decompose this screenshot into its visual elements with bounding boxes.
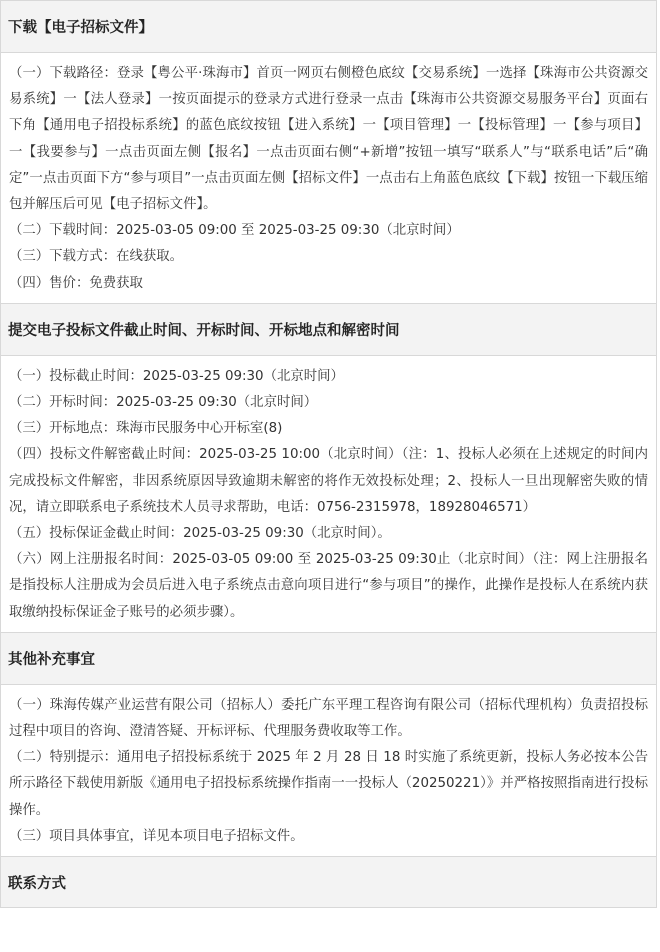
paragraph: （二）特别提示：通用电子招投标系统于 2025 年 2 月 28 日 18 时实施了系统更新，投标人务必按本公告所示路径下载使用新版《通用电子招投标系统操作指南一一投标人（20250221）》并严格按照指南进行投标操作。 [9,750,648,818]
paragraph: （一）珠海传媒产业运营有限公司（招标人）委托广东平理工程咨询有限公司（招标代理机构）负责招投标过程中项目的咨询、澄清答疑、开标评标、代理服务费收取等工作。 [9,697,648,740]
paragraph: （六）网上注册报名时间：2025-03-05 09:00 至 2025-03-25 09:30止（北京时间）（注：网上注册报名是指投标人注册成为会员后进入电子系统点击意向项目进行“参与项目”的操作，此操作是投标人在系统内获取缴纳投标保证金子账号的必须步骤）。 [9,552,648,620]
section-body-other [1,685,656,857]
paragraph: （四）投标文件解密截止时间：2025-03-25 10:00（北京时间）（注：1、投标人必须在上述规定的时间内完成投标文件解密，非因系统原因导致逾期未解密的将作无效投标处理；2、投标人一旦出现解密失败的情况，请立即联系电子系统技术人员寻求帮助，电话：0756-2315978，18928046571） [9,447,648,515]
paragraph: （四）售价：免费获取 [9,275,143,291]
section-title-other: 其他补充事宜 [1,633,656,685]
section-body-deadline [1,356,656,633]
section-title-deadline: 提交电子投标文件截止时间、开标时间、开标地点和解密时间 [1,304,656,356]
paragraph: （三）下载方式：在线获取。 [9,249,184,265]
section-body-download [1,53,656,304]
paragraph: （二）开标时间：2025-03-25 09:30（北京时间） [9,395,318,411]
section-title-download: 下载【电子招标文件】 [1,1,656,53]
paragraph: （一）下载路径：登录【粤公平·珠海市】首页一网页右侧橙色底纹【交易系统】一选择【珠海市公共资源交易系统】一【法人登录】一按页面提示的登录方式进行登录一点击【珠海市公共资源交易服务平台】页面右下角【通用电子招投标系统】的蓝色底纹按钮【进入系统】一【项目管理】一【投标管理】一【参与项目】一【我要参与】一点击页面左侧【报名】一点击页面右侧“+新增”按钮一填写“联系人”与“联系电话”后“确定”一点击页面下方“参与项目”一点击页面左侧【招标文件】一点击右上角蓝色底纹【下载】按钮一下载压缩包并解压后可见【电子招标文件】。 [9,66,648,213]
paragraph: （二）下载时间：2025-03-05 09:00 至 2025-03-25 09:30（北京时间） [9,223,460,239]
section-title-contact: 联系方式 [1,857,656,908]
paragraph: （五）投标保证金截止时间：2025-03-25 09:30（北京时间）。 [9,526,391,542]
paragraph: （三）开标地点：珠海市民服务中心开标室(8) [9,421,283,437]
paragraph: （三）项目具体事宜，详见本项目电子招标文件。 [9,828,304,844]
paragraph: （一）投标截止时间：2025-03-25 09:30（北京时间） [9,368,344,384]
